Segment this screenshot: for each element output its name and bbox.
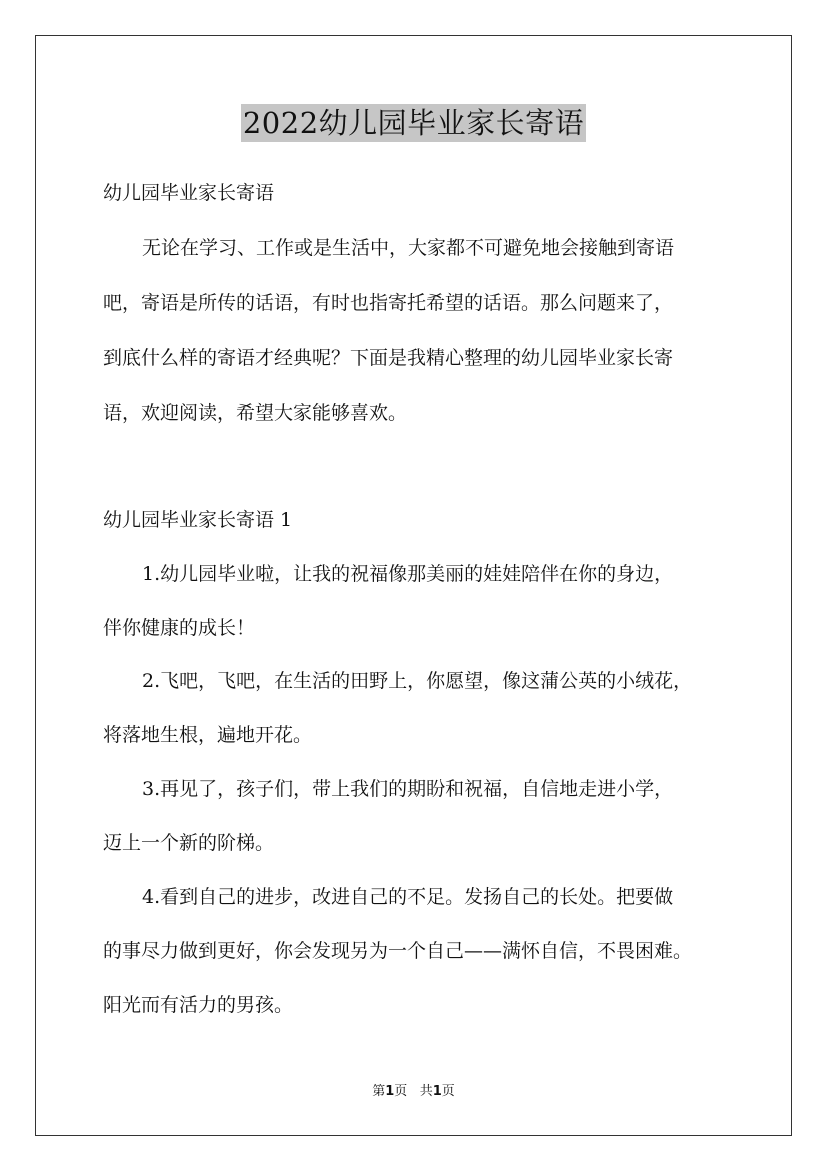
page-footer — [0, 1083, 827, 1101]
list-item-line: 3.再见了，孩子们，带上我们的期盼和祝福，自信地走进小学， — [142, 778, 674, 800]
list-item-line: 1.幼儿园毕业啦，让我的祝福像那美丽的娃娃陪伴在你的身边， — [142, 563, 674, 585]
list-item-line: 4.看到自己的进步，改进自己的不足。发扬自己的长处。把要做 — [142, 886, 674, 908]
list-item-line: 迈上一个新的阶梯。 — [103, 832, 275, 854]
list-item-line: 2.飞吧，飞吧，在生活的田野上，你愿望，像这蒲公英的小绒花， — [142, 670, 693, 692]
page-number: 1 — [385, 1084, 395, 1099]
title-container — [0, 104, 827, 142]
intro-line: 语，欢迎阅读，希望大家能够喜欢。 — [103, 402, 408, 424]
list-item-line: 的事尽力做到更好，你会发现另为一个自己——满怀自信，不畏困难。 — [103, 940, 693, 962]
intro-line: 无论在学习、工作或是生活中，大家都不可避免地会接触到寄语 — [142, 237, 675, 259]
document-title: 2022幼儿园毕业家长寄语 — [242, 106, 585, 140]
intro-line: 吧，寄语是所传的话语，有时也指寄托希望的话语。那么问题来了， — [103, 292, 674, 314]
subtitle: 幼儿园毕业家长寄语 — [103, 182, 275, 204]
total-number: 1 — [432, 1084, 442, 1099]
page-suffix: 页 — [394, 1084, 408, 1099]
total-prefix: 共 — [419, 1084, 433, 1099]
section-heading: 幼儿园毕业家长寄语 1 — [103, 509, 293, 531]
total-suffix: 页 — [441, 1084, 455, 1099]
list-item-line: 阳光而有活力的男孩。 — [103, 994, 294, 1016]
list-item-line: 伴你健康的成长！ — [103, 617, 256, 639]
page-prefix: 第 — [372, 1084, 386, 1099]
list-item-line: 将落地生根，遍地开花。 — [103, 724, 313, 746]
intro-line: 到底什么样的寄语才经典呢？下面是我精心整理的幼儿园毕业家长寄 — [103, 347, 674, 369]
